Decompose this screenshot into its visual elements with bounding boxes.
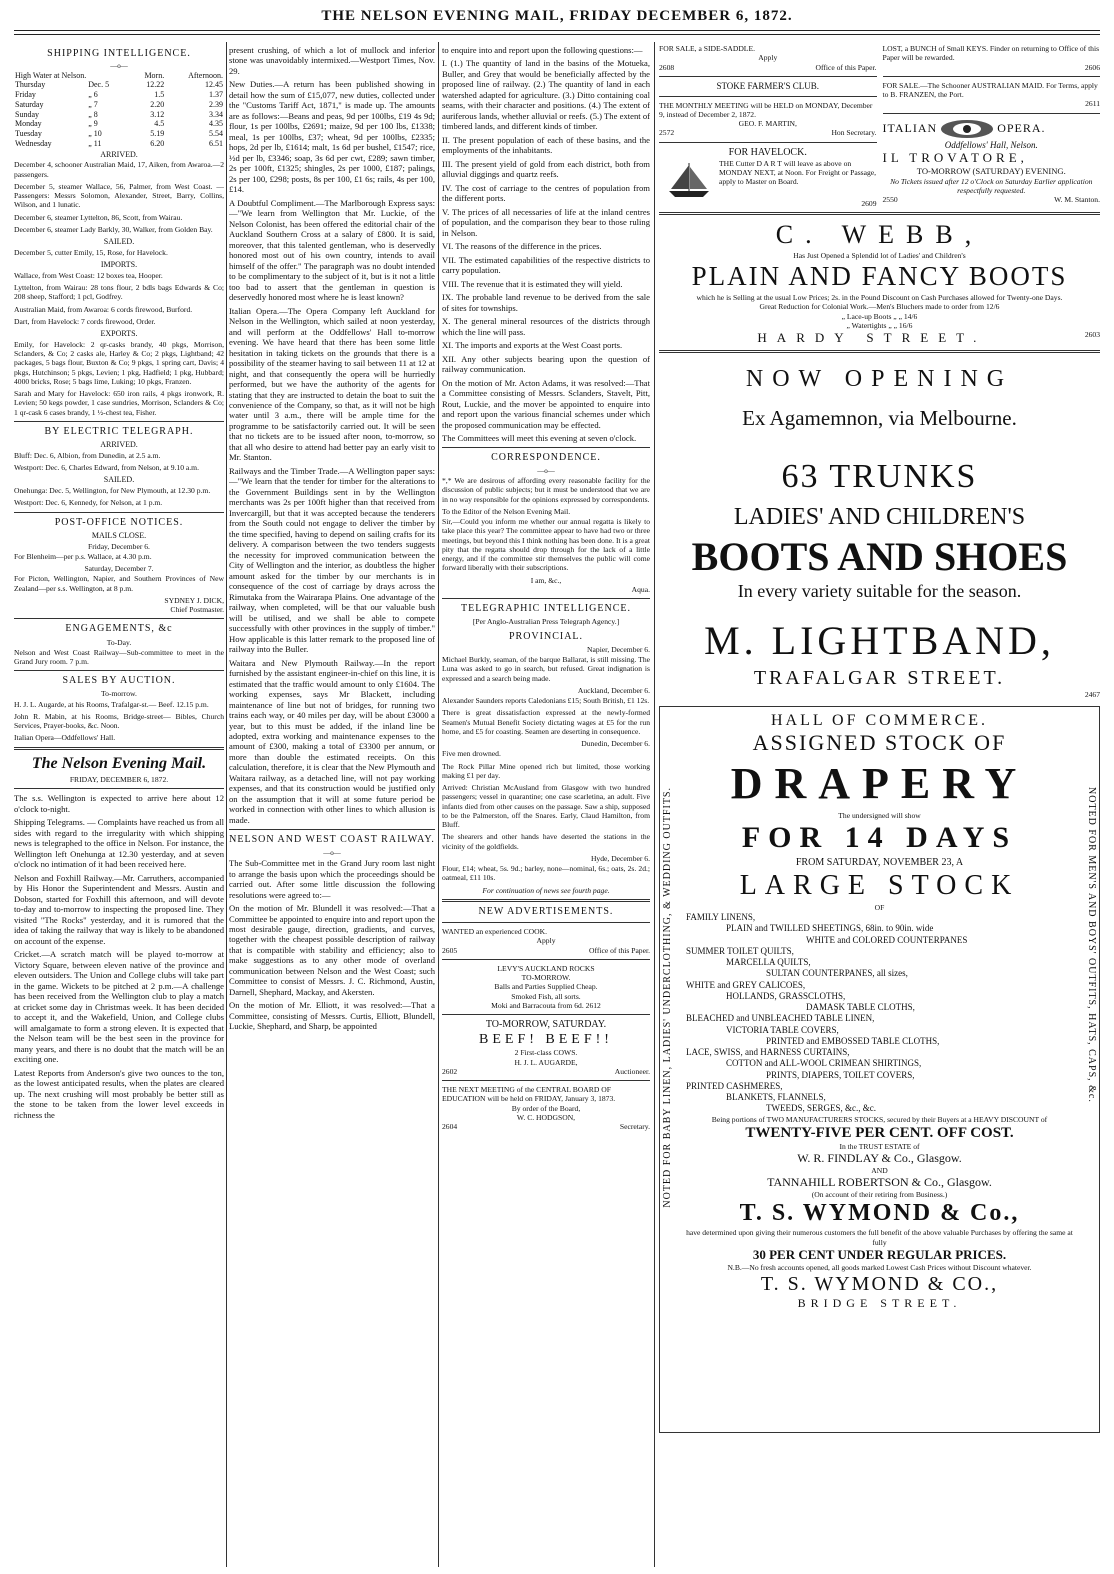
ad-number: 2611: [1085, 99, 1100, 109]
tide-header: Afternoon.: [188, 70, 223, 80]
paper-date: FRIDAY, DECEMBER 6, 1872.: [69, 775, 169, 785]
ad-number: 2603: [1084, 330, 1100, 340]
report-paragraph: VII. The estimated capabilities of the respective districts to carry population.: [442, 254, 650, 276]
drapery-content: [686, 711, 1073, 1311]
tide-cell: 12.22: [146, 80, 165, 90]
rule: [659, 96, 877, 97]
postmaster-title: Chief Postmaster.: [170, 605, 224, 615]
separator: —o—: [110, 62, 128, 71]
tide-cell: 2.20: [150, 99, 165, 109]
rule: [659, 350, 1100, 353]
stock-item: DAMASK TABLE CLOTHS,: [806, 1002, 915, 1013]
arrival-entry: December 6, steamer Lyttelton, 86, Scott, from Wairau.: [14, 212, 183, 222]
rule: [14, 670, 224, 671]
and-text: AND: [871, 1166, 888, 1176]
tide-cell: 5.54: [209, 129, 223, 139]
ad-number: 2608: [659, 62, 675, 72]
report-paragraph: I. (1.) The quantity of land in the basins of the Motueka, Buller, and Grey that would be beneficially affected by the proposed line of railway. (2.) The quantity of land in each watershed adapted for agriculture. (3.) Ditto containing coal seams, with their character and positions. (4.) The extent of auriferous lands, whether alluvial or reefs. (5.) The extent of timbered lands, and different kinds of timber.: [442, 58, 650, 132]
stock-item: PRINTED CASHMERES,: [686, 1080, 783, 1091]
ad-board-line: Secretary.: [619, 1122, 650, 1132]
stock-item: LACE, SWISS, and HARNESS CURTAINS,: [686, 1047, 850, 1058]
ladies-children: LADIES' AND CHILDREN'S: [733, 504, 1026, 531]
tannahill: TANNAHILL ROBERTSON & Co., Glasgow.: [767, 1175, 992, 1190]
rule: [442, 598, 650, 599]
column-divider: [654, 42, 655, 1567]
opera-text: OPERA.: [997, 121, 1046, 136]
rule: [14, 618, 224, 619]
agamemnon: Ex Agamemnon, via Melbourne.: [742, 406, 1017, 431]
report-paragraph: V. The prices of all necessaries of life at the inland centres of population, and the comparison they bear to those ruling in Nelson.: [442, 206, 650, 238]
column-3: [442, 44, 650, 1564]
correspondence-body: Sir,—Could you inform me whether our annual regatta is likely to take place this year? The committee appear to have had two or three meetings, but beyond this I think nothing has been done. It is a great pity that the regatta should drop through for the lack of a little energy, and if the committee stir themselves the public will come forward liberally with their subscriptions.: [442, 517, 650, 573]
webb-terms: which he is Selling at the usual Low Prices; 2s. in the Pound Discount on Cash Purchases allowed for Twenty-one Days.: [696, 293, 1063, 303]
tide-cell: „ 8: [88, 109, 98, 119]
ad-levy: [442, 964, 650, 1010]
ad-beef-title: TO-MORROW, SATURDAY.: [485, 1019, 607, 1030]
tide-cell: 6.51: [209, 138, 223, 148]
ad-levy-line: Smoked Fish, all sorts.: [511, 991, 581, 1001]
tide-row: [14, 129, 224, 139]
shipping-title: SHIPPING INTELLIGENCE.: [47, 48, 191, 59]
top-ads-left: [659, 44, 877, 208]
editorial-paragraph: Cricket.—A scratch match will be played to-morrow at Victory Square, between eleven native of the province and eleven outsiders. The Union and College clubs will take part in the game. Wickets to be pitched at 2 p.m.—A challenge has been received from the Wellington club to play a match at cricket some day in Christmas week. It has been decided to accept it, and the Wakefield, Union, and College clubs will amalgamate to form a strong eleven. It is expected that the Nelson team will be the best seen in the province for many years, and there is no doubt that the match will be an exciting one.: [14, 949, 224, 1065]
correspondence-sign: I am, &c.,: [530, 575, 562, 585]
fourteen-days: FOR 14 DAYS: [741, 820, 1018, 854]
tide-row: [14, 100, 224, 110]
engagement: Nelson and West Coast Railway—Sub-committee to meet in the Grand Jury room. 7 p.m.: [14, 647, 224, 667]
provincial-title: PROVINCIAL.: [508, 630, 584, 642]
thirty-percent: 30 PER CENT UNDER REGULAR PRICES.: [752, 1246, 1007, 1262]
tel-arrival: Westport: Dec. 6, Charles Edward, from Nelson, at 9.10 a.m.: [14, 463, 199, 473]
railway-paragraph: The Sub-Committee met in the Grand Jury room last night to arrange the basis upon which the proceedings should be carried out. After some little discussion the following resolutions were agreed to:—: [229, 858, 435, 900]
stock-item: MARCELLA QUILTS,: [726, 957, 811, 968]
ad-board-text: THE NEXT MEETING of the CENTRAL BOARD OF EDUCATION will be held on FRIDAY, January 3, 1873.: [442, 1085, 616, 1104]
italian-text: ITALIAN: [882, 121, 938, 136]
rule: [883, 76, 1101, 77]
rule: [442, 922, 650, 923]
ad-number: 2467: [1084, 690, 1100, 700]
continuation-note: For continuation of news see fourth page.: [482, 885, 610, 895]
rule: [659, 76, 877, 77]
ad-beef-line: Auctioneer.: [614, 1066, 650, 1076]
tide-row: [14, 139, 224, 149]
tide-row: [14, 119, 224, 129]
ad-levy-title: LEVY'S AUCKLAND ROCKS: [497, 963, 595, 973]
ad-number: 2609: [861, 198, 877, 208]
correspondence-to: To the Editor of the Nelson Evening Mail.: [442, 506, 571, 516]
telegram: There is great dissatisfaction expressed at the newly-formed Seamen's Mutual Benefit Society dictating wages at £5 for the run home, and £5 for coasting. Seamen are deserting in consequence.: [442, 708, 650, 736]
post-day: Friday, December 6.: [88, 541, 150, 551]
news-paragraph: A Doubtful Compliment.—The Marlborough Express says:—"We learn from Wellington that Mr. Luckie, of the Nelson Colonist, has been offered the editorial chair of the Auckland Southern Cross at a salary of £800. It is said, moreover, that this talented gentleman, who is deservedly honored most out of his own country, intends to avail himself of the offer." The paragraph was no doubt intended to be complimentary to the subject of it, but is it not a little too bad to assert that the gentleman in question is deservedly honored most where he is least known?: [229, 197, 435, 303]
telegraphic-sub: [Per Anglo-Australian Press Telegraph Agency.]: [472, 617, 620, 627]
column-1: [14, 44, 224, 1564]
telegram: The shearers and other hands have deserted the stations in the vicinity of the goldfields.: [442, 832, 650, 851]
news-paragraph: Italian Opera.—The Opera Company left Auckland for Nelson in the Wellington, which sailed at noon yesterday, and will perform at the Oddfellows' Hall to-morrow evening. We have heard that there has been some little hesitation in taking tickets on the grounds that there is a possibility of the steamer having to sail between 11 at 12 at night, and that consequently the opera will be hurriedly performed, but we have the authority of the agents for stating that they are instructed to detain the boat to suit the convenience of the Company, so that, as it will not be high water until 3 a.m., there will be ample time for the programme to be satisfactorily carried out. It will be seen that no tickets are to be issued after noon, to-morrow, so that all who desire to attend had better pay an early visit to Mr. Stanton.: [229, 305, 435, 463]
rule: [14, 747, 224, 750]
tel-sailed-title: SAILED.: [103, 475, 135, 485]
webb-boots: PLAIN AND FANCY BOOTS: [691, 261, 1068, 292]
correspondence-note: *,* We are desirous of affording every reasonable facility for the discussion of public subjects; but it must be understood that we are in no way responsible for the opinions expressed by correspondents.: [442, 476, 650, 504]
ad-levy-line: Moki and Barracouta from 6d.: [491, 1000, 584, 1010]
telegram: Five men drowned.: [442, 749, 501, 759]
stock-item: WHITE and GREY CALICOES,: [686, 979, 806, 990]
railway-paragraph: On the motion of Mr. Blundell it was resolved:—That a Committee be appointed to enquire into and report upon the most desirable gauge, direction, gradients, and curves, together with the cheapest possible description of railway that is compatible with stability and efficiency; also to make suggestions as to any other mode of overland communication between Nelson and the West Coast; such Committee to consist of Messrs. J. C. Richmond, Austin, Darnell, Shephard, Mackay, and Akersten.: [229, 903, 435, 997]
twenty-five: TWENTY-FIVE PER CENT. OFF COST.: [745, 1124, 1014, 1141]
telegraph-title: BY ELECTRIC TELEGRAPH.: [44, 425, 194, 437]
ad-number: 2606: [1084, 62, 1100, 72]
column-4: [659, 44, 1100, 1564]
stock-item: COTTON and ALL-WOOL CRIMEAN SHIRTINGS,: [726, 1058, 922, 1069]
column-divider: [226, 42, 227, 1567]
ad-schooner: FOR SALE.—The Schooner AUSTRALIAN MAID. For Terms, apply to B. FRANZEN, the Port.: [882, 80, 1098, 99]
rule: [14, 512, 224, 513]
stoke-sign-title: Hon Secretary.: [831, 128, 877, 138]
side-text-left: NOTED FOR BABY LINEN, LADIES' UNDERCLOTHING, & WEDDING OUTFITS.: [662, 786, 673, 1208]
tide-header: Morn.: [144, 70, 165, 80]
variety: In every variety suitable for the season.: [737, 581, 1022, 602]
rule: [442, 447, 650, 448]
ad-beef: [442, 1019, 650, 1076]
rule: [883, 113, 1101, 114]
import-entry: Australian Maid, from Awaroa: 6 cords firewood, Burford.: [14, 304, 193, 314]
webb-price: „ Watertights „ „ 16/6: [846, 320, 913, 330]
top-ads: [659, 44, 1100, 208]
tide-cell: Dec. 5: [88, 80, 110, 90]
ad-cook: [442, 927, 650, 955]
report-paragraph: VI. The reasons of the difference in the prices.: [442, 241, 602, 252]
separator: —o—: [323, 848, 341, 857]
rule: [229, 829, 435, 830]
auction-entry: John R. Mabin, at his Rooms, Bridge-street— Bibles, Church Services, Prayer-books, &c. Noon.: [14, 711, 224, 731]
trovatore: IL TROVATORE,: [882, 150, 1028, 166]
import-entry: Lyttelton, from Wairau: 28 tons flour, 2 bdls bags Edwards & Co; 208 sheep, Stafford; 1 pcl, Godfrey.: [14, 283, 224, 302]
tide-cell: Wednesday: [15, 138, 52, 148]
tide-header: High Water at Nelson.: [15, 70, 87, 80]
tide-header-row: [14, 71, 224, 81]
arrival-entry: December 5, steamer Wallace, 56, Palmer, from West Coast. — Passengers: Messrs Solomon, Alexander, Street, Barry, Collins, Wilson, and 1 lunatic.: [14, 181, 224, 210]
determined: have determined upon giving their numerous customers the full benefit of the above valuable Purchases by offering the same at fully: [686, 1228, 1073, 1247]
side-text-right: NOTED FOR MEN'S AND BOYS' OUTFITS, HATS, CAPS, &c.: [1086, 786, 1097, 1103]
findlay: W. R. FINDLAY & Co., Glasgow.: [797, 1151, 962, 1166]
report-paragraph: IX. The probable land revenue to be derived from the sale of sites for townships.: [442, 292, 650, 313]
separator: —o—: [537, 466, 555, 475]
telegram: Flour, £14; wheat, 5s. 9d.; barley, none—nominal, 6s.; oats, 2s. 2d.; oatmeal, £11 10s.: [442, 864, 650, 883]
ad-number: 2604: [442, 1122, 458, 1132]
stock-item: FAMILY LINENS,: [686, 912, 756, 923]
rule: [442, 899, 650, 902]
engagements-title: ENGAGEMENTS, &c: [65, 623, 173, 635]
webb-street: HARDY STREET.: [757, 330, 987, 346]
report-paragraph: X. The general mineral resources of the districts through which the line will pass.: [442, 316, 650, 337]
editorial-paragraph: Latest Reports from Anderson's give two ounces to the ton, as the lowest anticipated results, when the plates are cleared up. The next crushing will most probably be better still as the stone to be taken from the lower level exceeds in richness the: [14, 1067, 224, 1120]
nb-note: N.B.—No fresh accounts opened, all goods marked Lowest Cash Prices without Discount whatever.: [727, 1262, 1032, 1272]
stock-item: WHITE and COLORED COUNTERPANES: [806, 934, 968, 945]
rule: [659, 212, 1100, 215]
lightband: M. LIGHTBAND,: [704, 618, 1055, 664]
postmaster: SYDNEY J. DICK,: [164, 595, 224, 605]
editorial-paragraph: Nelson and Foxhill Railway.—Mr. Carruthers, accompanied by His Honor the Superintendent and Messrs. Austin and Dobson, started for Foxhill this afternoon, and will devote to-day and to-morrow to inspecting the proposed line. They visited "The Rocks" yesterday, and it is rumored that the idea of taking the railway that way is likely to be abandoned on account of the expense.: [14, 872, 224, 946]
drapery-heading: DRAPERY: [730, 759, 1029, 809]
ad-number: 2605: [442, 945, 458, 955]
mails-close: MAILS CLOSE.: [91, 530, 147, 540]
ad-board: [442, 1085, 650, 1131]
report-paragraph: XI. The imports and exports at the West Coast ports.: [442, 340, 623, 351]
webb-price: „ Lace-up Boots „ „ 14/6: [841, 311, 918, 321]
webb-name: C. WEBB,: [775, 220, 984, 250]
post-day: Saturday, December 7.: [84, 564, 154, 574]
tide-cell: „ 6: [88, 90, 98, 100]
post-title: POST-OFFICE NOTICES.: [54, 516, 184, 528]
masthead-rule: [14, 30, 1100, 31]
report-paragraph: The Committees will meet this evening at seven o'clock.: [442, 432, 637, 443]
ad-number: 2612: [585, 1000, 601, 1010]
tide-cell: 3.34: [209, 109, 223, 119]
report-paragraph: XII. Any other subjects bearing upon the question of railway communication.: [442, 353, 650, 375]
ad-board-line: W. C. HODGSON,: [516, 1112, 576, 1122]
tide-cell: 5.19: [150, 129, 165, 139]
stoke-text: THE MONTHLY MEETING will be HELD on MONDAY, December 9, instead of December 2, 1872.: [659, 100, 873, 119]
tide-cell: Saturday: [15, 99, 44, 109]
tomorrow: To-morrow.: [101, 689, 137, 699]
tide-cell: 12.45: [205, 80, 223, 90]
dateline: Auckland, December 6.: [577, 685, 650, 695]
import-entry: Dart, from Havelock: 7 cords firewood, Order.: [14, 316, 156, 326]
report-paragraph: II. The present population of each of these basins, and the employments of the inhabitants.: [442, 134, 650, 156]
post-entry: For Picton, Wellington, Napier, and Southern Provinces of New Zealand—per s.s. Wellington, at 8 p.m.: [14, 574, 224, 593]
stock-item: HOLLANDS, GRASSCLOTHS,: [726, 990, 846, 1001]
news-paragraph: Waitara and New Plymouth Railway.—In the report furnished by the assistant engineer-in-chief on this line, it is estimated that the traffic would amount to only £1604. The working expenses, says Mr Blackett, including maintenance of line but not of bridges, for running two trains each way, or 40 miles per day, will be about £3000 a year, but to this must be added, if the inland line be adopted, extra working and maintenance expenses to the amount of £300, making a total of £3300 per annum, or more than double the estimated receipts. On this calculation, therefore, it is clear that the New Plymouth and Waitara railway, as a detached line, will not pay working expenses, and that its construction would be justified only on the assumption that it will at some future period be worked in connection with other lines to which allusion is made.: [229, 657, 435, 825]
auction-title: SALES BY AUCTION.: [62, 675, 176, 687]
stock-list: [686, 912, 1073, 1115]
stock-item: BLANKETS, FLANNELS,: [726, 1092, 826, 1103]
stoke-sign: GEO. F. MARTIN,: [738, 119, 797, 129]
of-text: OF: [874, 902, 885, 912]
column-divider: [438, 42, 439, 1567]
ad-cook-apply: Apply: [536, 936, 556, 946]
ad-number: 2572: [659, 128, 675, 138]
column-2: [229, 44, 435, 1564]
arrived-title: ARRIVED.: [100, 149, 138, 159]
hall-of-commerce: HALL OF COMMERCE.: [770, 711, 989, 729]
correspondence-title: CORRESPONDENCE.: [491, 452, 601, 464]
trovatore-sign: W. M. Stanton.: [1054, 195, 1100, 205]
tide-table: [14, 71, 224, 149]
telegram: Alexander Saunders reports Caledonians £15; South British, £1 12s.: [442, 696, 650, 706]
tide-row: [14, 110, 224, 120]
show-text: The undersigned will show: [838, 810, 921, 820]
tide-cell: „ 7: [88, 99, 98, 109]
sailed-title: SAILED.: [103, 237, 135, 247]
tide-cell: 2.39: [209, 99, 223, 109]
news-paragraph: Railways and the Timber Trade.—A Wellington paper says:—"We learn that the tender for timber for the alterations to the Government Buildings sent in by the Wellington merchants was 2s per 100ft higher than that received from Invercargill, but that it was accepted because the tenderers from the South could not engage to deliver the timber by the time specified, having to depend on sailing crafts for its delivery. A comparison between the two tenders suggests the necessity for improved communication between the City of Wellington and the interior, as doubtless the higher amount asked for the timber by our merchants is in consequence of the cost of carriage by drays across the Rimutaka from the Wairarapa Plains. One advantage of the railway, when completed, will be that our valuable bush will be utilised, and we shall be able to compete successfully with other provinces in the supply of timber." How applicable is this latter remark to the proposed line of railway into the Buller.: [229, 465, 435, 655]
ad-saddle: FOR SALE, a SIDE-SADDLE.: [659, 44, 755, 53]
ad-saddle-office: Office of this Paper.: [815, 62, 877, 72]
tide-cell: Thursday: [15, 80, 46, 90]
arrival-entry: December 6, steamer Lady Barkly, 30, Walker, from Golden Bay.: [14, 224, 213, 234]
exports-title: EXPORTS.: [100, 329, 138, 339]
editorial-paragraph: Shipping Telegrams. — Complaints have reached us from all sides with regard to the irregularity with which shipping news is telegraphed to the office in Nelson. For instance, the Wellington left Onehunga at 12.30 yesterday, and at seven o'clock no intimation of it had been received here.: [14, 817, 224, 870]
export-entry: Emily, for Havelock: 2 qr-casks brandy, 40 pkgs, Morrison, Sclanders, & Co; 2 casks ale, Harley & Co; 2 pkgs, Lightband; 42 packages, 5 bags flour, Buxton & Co; 9 pkgs, 1 spring cart, Davis; 4 pkgs, Hutchinson; 5 pkgs, Levien; 1 pkg, Hadfield; 1 pkg, Hubbard; 4000 bricks, Rose; 5 bags lime, Luking; 10 pkgs, Franzen.: [14, 339, 224, 386]
stock-item: SUMMER TOILET QUILTS,: [686, 945, 794, 956]
telegram: Michael Burkly, seaman, of the barque Ballarat, is still missing. The Luna was asked to go in search, but refused. Great indignation is expressed and a search being made.: [442, 655, 650, 683]
stock-item: VICTORIA TABLE COVERS,: [726, 1024, 839, 1035]
rule: [442, 1080, 650, 1081]
ad-lost: LOST, a BUNCH of Small KEYS. Finder on returning to Office of this Paper will be rewarded.: [882, 44, 1100, 63]
tide-cell: 1.5: [154, 90, 165, 100]
webb-reduction: Great Reduction for Colonial Work.—Men's Bluchers made to order from 12/6: [759, 302, 1000, 312]
tide-cell: 4.5: [154, 119, 165, 129]
stock-item: TWEEDS, SERGES, &c., &c.: [766, 1103, 876, 1114]
rule: [14, 788, 224, 789]
boots-shoes: BOOTS AND SHOES: [691, 533, 1068, 579]
large-stock: LARGE STOCK: [739, 869, 1020, 901]
ad-board-line: By order of the Board,: [511, 1103, 581, 1113]
ad-saddle-apply: Apply: [758, 53, 778, 63]
report-paragraph: IV. The cost of carriage to the centres of population from the different ports.: [442, 182, 650, 204]
report-paragraph: III. The present yield of gold from each district, both from alluvial diggings and quartz reefs.: [442, 158, 650, 180]
tide-row: [14, 90, 224, 100]
news-paragraph: New Duties.—A return has been published showing in detail how the sum of £15,077, new duties, collected under the "Customs Tariff Act, 1871," is made up. The amounts are as follows:—Beans and peas, 9d per 100lbs, £19 4s 9d; flour, 1s per 100lbs, £2691; maize, 9d per 100 lbs, £1338; meal, 1s per 100lbs, £37; wheat, 9d per 100lbs, £2335; hops, 2d per lb, £1614; malt, 1s 6d per bushel, £1547; rice, ½d per lb, £3346; soap, 3s 6d per cwt, £289; sawn timber, 2s per 100ft, £1325; shingles, 2s per 1000, £187; palings, 2s per 100, £298; posts, 8s per 100, £1 6s; rails, 4s per 100, £14.: [229, 79, 435, 195]
top-ads-right: [883, 44, 1101, 208]
assigned-stock: ASSIGNED STOCK OF: [752, 730, 1007, 756]
ad-cook-text: WANTED an experienced COOK.: [442, 927, 548, 936]
tide-cell: Tuesday: [15, 129, 42, 139]
rule: [659, 142, 877, 143]
report-paragraph: On the motion of Mr. Acton Adams, it was resolved:—That a Committee consisting of Messrs. Sclanders, Stavelt, Pitt, Rout, Luckie, and the mover be appointed to enquire into and report upon the various financial schemes under which the proposed communication may be effected.: [442, 377, 650, 430]
railway-title: NELSON AND WEST COAST RAILWAY.: [229, 834, 435, 846]
tide-cell: 6.20: [150, 138, 165, 148]
havelock-text: THE Cutter D A R T will leave as above on MONDAY NEXT, at Noon. For Freight or Passage, apply to Master on Board.: [719, 158, 877, 187]
webb-intro: Has Just Opened a Splendid lot of Ladies' and Children's: [793, 250, 966, 260]
today: To-Day.: [106, 637, 132, 647]
portions: Being portions of TWO MANUFACTURERS STOCKS, secured by their Buyers at a HEAVY DISCOUNT of: [711, 1114, 1048, 1124]
arrival-entry: December 4, schooner Australian Maid, 17, Aiken, from Awaroa.—2 passengers.: [14, 160, 224, 179]
imports-title: IMPORTS.: [100, 260, 138, 270]
tel-sailed: Onehunga: Dec. 5, Wellington, for New Plymouth, at 12.30 p.m.: [14, 486, 211, 496]
tide-row: [14, 80, 224, 90]
new-ads-title: NEW ADVERTISEMENTS.: [478, 905, 614, 917]
ad-beef-heading: BEEF! BEEF!!: [479, 1032, 613, 1048]
masthead-rule-2: [14, 34, 1100, 35]
ad-cook-office: Office of this Paper.: [588, 945, 650, 955]
ad-levy-line: TO-MORROW.: [521, 973, 571, 982]
tide-cell: 3.12: [150, 109, 165, 119]
telegraphic-title: TELEGRAPHIC INTELLIGENCE.: [461, 603, 631, 615]
tel-sailed: Westport: Dec. 6, Kennedy, for Nelson, at 1 p.m.: [14, 498, 163, 508]
wymond-2: T. S. WYMOND & CO.,: [760, 1273, 999, 1296]
sailed-entry: December 5, cutter Emily, 15, Rose, for Havelock.: [14, 247, 168, 257]
railway-paragraph: On the motion of Mr. Elliott, it was resolved:—That a Committee, consisting of Messrs. Curtis, Elliott, Blundell, Luckie, Shephard, and Sharp, be appointed: [229, 1000, 435, 1032]
auction-entry: Italian Opera—Oddfellows' Hall.: [14, 733, 116, 743]
report-paragraph: VIII. The revenue that it is estimated they will yield.: [442, 278, 623, 289]
tide-cell: 4.35: [209, 119, 223, 129]
from-saturday: FROM SATURDAY, NOVEMBER 23, A: [795, 856, 964, 868]
tide-cell: „ 10: [88, 129, 102, 139]
trafalgar: TRAFALGAR STREET.: [753, 667, 1006, 690]
tide-cell: „ 11: [88, 138, 102, 148]
rule: [14, 421, 224, 422]
news-paragraph: present crushing, of which a lot of mullock and inferior stone was unavoidably intermixed.—Westport Times, Nov. 29.: [229, 45, 435, 76]
post-entry: For Blenheim—per p.s. Wallace, at 4.30 p.m.: [14, 551, 152, 561]
tide-cell: Monday: [15, 119, 42, 129]
telegram: Arrived: Christian McAusland from Glasgow with two hundred passengers; vessel in quarantine; one case scarletina, an adult. Five infants died from other causes on the passage. Saw a ship, supposed to be the Palmerston, off the Snares. Early, Claud Hamilton, from Bluff.: [442, 783, 650, 830]
tel-arrived-title: ARRIVED.: [100, 440, 138, 450]
ad-number: 2550: [882, 195, 898, 205]
bridge-street: BRIDGE STREET.: [797, 1296, 962, 1311]
drapery-advert: [659, 706, 1100, 1433]
trovatore-note: No Tickets issued after 12 o'Clock on Saturday Earlier application respectfully requested.: [890, 176, 1093, 196]
auction-entry: H. J. L. Augarde, at his Rooms, Trafalgar-st.— Beef. 12.15 p.m.: [14, 699, 209, 709]
tide-cell: Friday: [15, 90, 36, 100]
ad-number: 2602: [442, 1066, 458, 1076]
dateline: Dunedin, December 6.: [581, 739, 650, 749]
rule: [442, 959, 650, 960]
tel-arrival: Bluff: Dec. 6, Albion, from Dunedin, at 2.5 a.m.: [14, 450, 161, 460]
editorial-paragraph: The s.s. Wellington is expected to arrive here about 12 o'clock to-night.: [14, 793, 224, 814]
ship-icon: [659, 159, 719, 199]
ad-beef-line: 2 First-class COWS.: [514, 1048, 578, 1058]
paper-title: The Nelson Evening Mail.: [31, 754, 207, 772]
now-opening: NOW OPENING: [745, 365, 1014, 392]
tide-cell: „ 9: [88, 119, 98, 129]
export-entry: Sarah and Mary for Havelock: 650 iron rails, 4 pkgs ironwork, R. Levien; 50 kegs powder, 1 case sundries, Morrison, Sclanders & Co; 1 qr-cask 6 cases brandy, 1 ½-chest tea, Fisher.: [14, 389, 224, 417]
trust: In the TRUST ESTATE of: [839, 1142, 920, 1152]
tide-cell: 1.37: [209, 90, 223, 100]
ad-beef-line: H. J. L. AUGARDE,: [514, 1057, 578, 1067]
ad-levy-line: Balls and Parties Supplied Cheap.: [494, 982, 598, 992]
report-paragraph: to enquire into and report upon the following questions:—: [442, 45, 643, 55]
stock-item: PRINTS, DIAPERS, TOILET COVERS,: [766, 1069, 915, 1080]
stock-item: BLEACHED and UNBLEACHED TABLE LINEN,: [686, 1013, 875, 1024]
masthead: THE NELSON EVENING MAIL, FRIDAY DECEMBER 6, 1872.: [321, 8, 793, 24]
trovatore-date: TO-MORROW (SATURDAY) EVENING.: [916, 166, 1066, 177]
dateline: Hyde, December 6.: [590, 853, 650, 863]
stock-item: PRINTED and EMBOSSED TABLE CLOTHS,: [766, 1035, 940, 1046]
tide-cell: Sunday: [15, 109, 39, 119]
crest-icon: [937, 118, 997, 140]
oddfellows: Oddfellows' Hall, Nelson.: [944, 139, 1038, 150]
stock-item: PLAIN and TWILLED SHEETINGS, 68in. to 90in. wide: [726, 923, 934, 934]
correspondence-author: Aqua.: [631, 584, 650, 594]
havelock-title: FOR HAVELOCK.: [728, 146, 807, 158]
rule: [442, 1014, 650, 1015]
stock-item: SULTAN COUNTERPANES, all sizes,: [766, 968, 908, 979]
dateline: Napier, December 6.: [587, 644, 650, 654]
stoke-title: STOKE FARMER'S CLUB.: [716, 80, 820, 91]
wymond: T. S. WYMOND & Co.,: [739, 1200, 1020, 1227]
telegram: The Rock Pillar Mine opened rich but limited, those working making £1 per day.: [442, 761, 650, 780]
retiring: (On account of their retiring from Business.): [811, 1189, 948, 1199]
trunks: 63 TRUNKS: [781, 457, 978, 495]
import-entry: Wallace, from West Coast: 12 boxes tea, Hooper.: [14, 270, 163, 280]
